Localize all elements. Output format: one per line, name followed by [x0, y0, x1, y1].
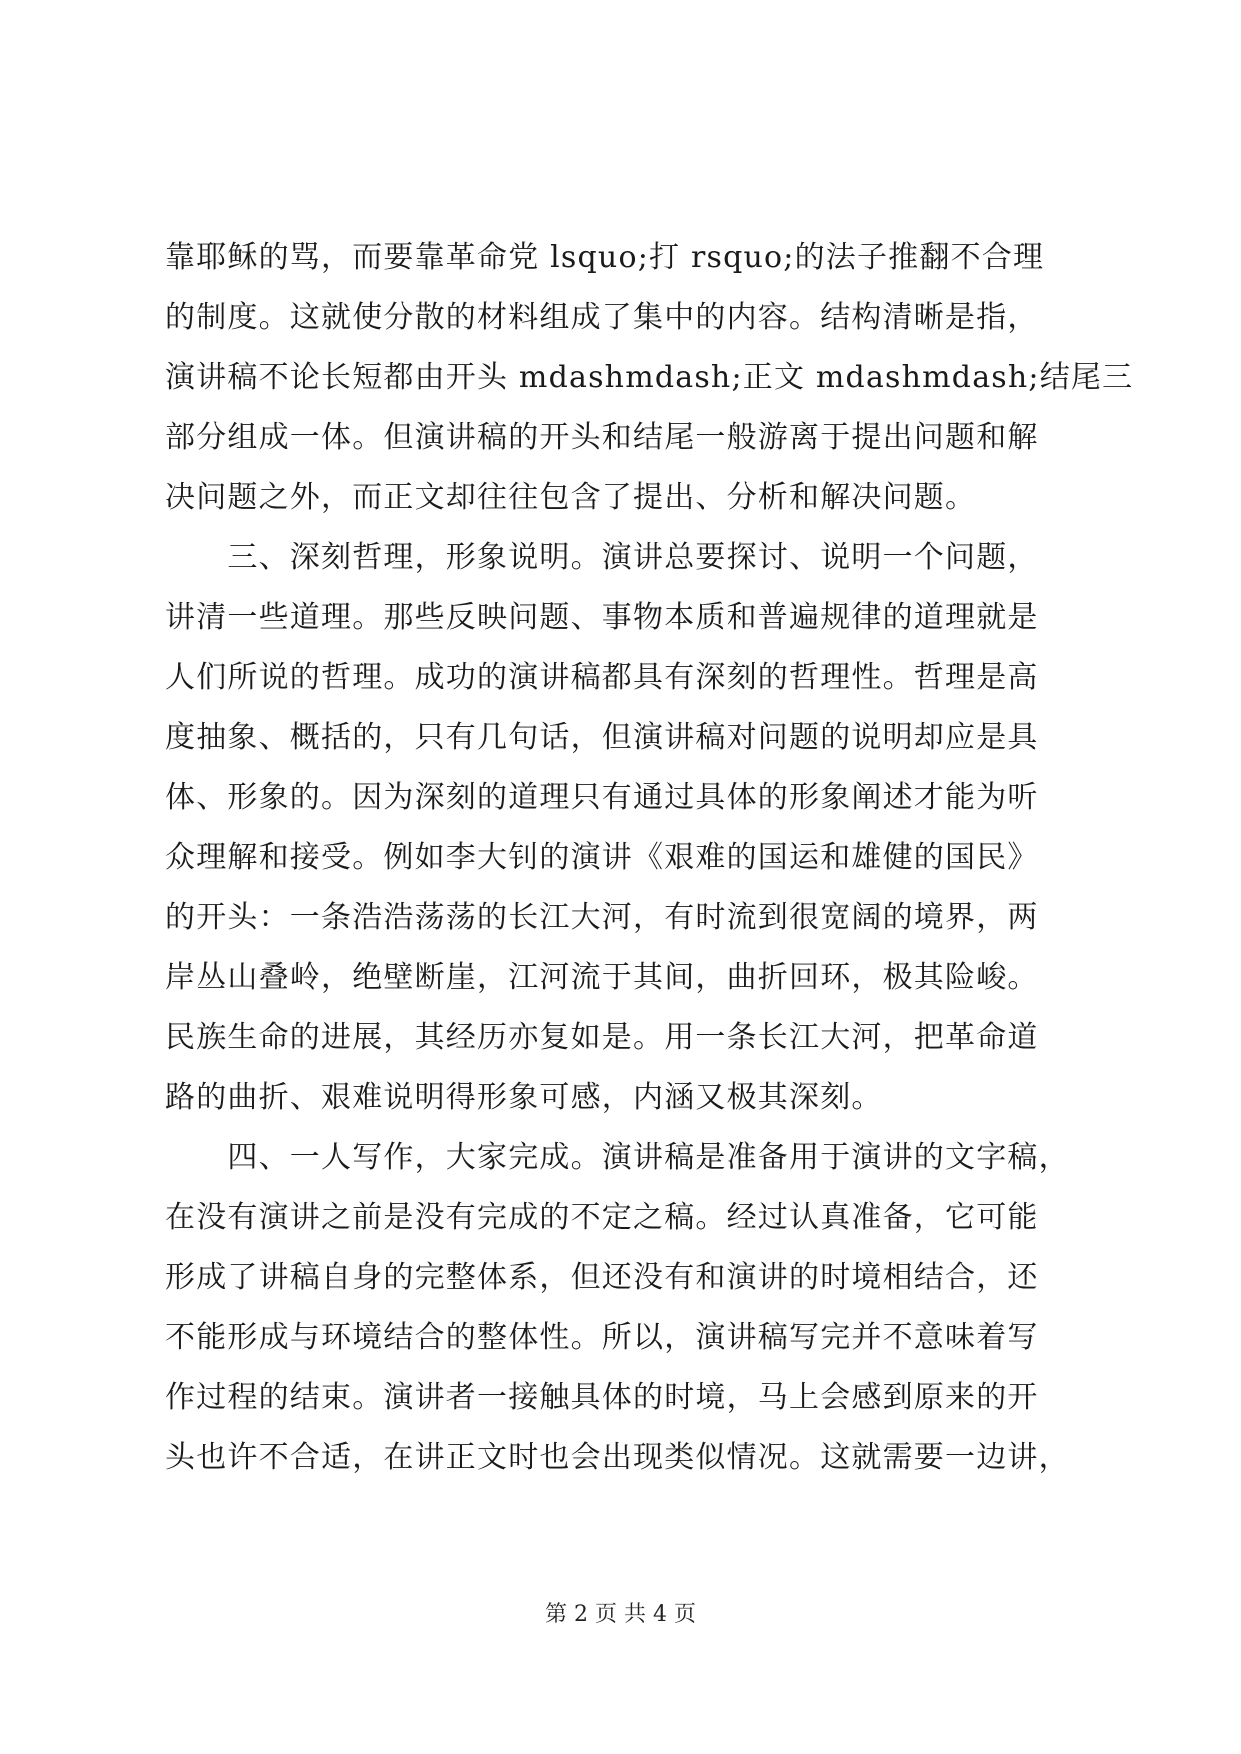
text-line: 路的曲折、艰难说明得形象可感，内涵又极其深刻。	[165, 1080, 883, 1115]
text-line: 四、一人写作，大家完成。演讲稿是准备用于演讲的文字稿，	[165, 1140, 1070, 1175]
text-line: 的制度。这就使分散的材料组成了集中的内容。结构清晰是指，	[165, 300, 1039, 335]
text-line: 在没有演讲之前是没有完成的不定之稿。经过认真准备，它可能	[165, 1200, 1039, 1235]
text-line: 头也许不合适，在讲正文时也会出现类似情况。这就需要一边讲，	[165, 1440, 1070, 1475]
text-line: 决问题之外，而正文却往往包含了提出、分析和解决问题。	[165, 480, 977, 515]
body-text	[165, 228, 1134, 1488]
text-line: 部分组成一体。但演讲稿的开头和结尾一般游离于提出问题和解	[165, 420, 1039, 455]
page-footer: 第 2 页 共 4 页	[545, 1602, 696, 1627]
text-line: 作过程的结束。演讲者一接触具体的时境，马上会感到原来的开	[165, 1380, 1039, 1415]
text-line: 民族生命的进展，其经历亦复如是。用一条长江大河，把革命道	[165, 1020, 1039, 1055]
text-line: 讲清一些道理。那些反映问题、事物本质和普遍规律的道理就是	[165, 600, 1039, 635]
text-line: 不能形成与环境结合的整体性。所以，演讲稿写完并不意味着写	[165, 1320, 1039, 1355]
text-line: 形成了讲稿自身的完整体系，但还没有和演讲的时境相结合，还	[165, 1260, 1039, 1295]
text-line: 演讲稿不论长短都由开头 mdashmdash;正文 mdashmdash;结尾三	[165, 360, 1134, 395]
text-line: 岸丛山叠岭，绝壁断崖，江河流于其间，曲折回环，极其险峻。	[165, 960, 1039, 995]
text-line: 度抽象、概括的，只有几句话，但演讲稿对问题的说明却应是具	[165, 720, 1039, 755]
text-line: 人们所说的哲理。成功的演讲稿都具有深刻的哲理性。哲理是高	[165, 660, 1039, 695]
text-line: 的开头：一条浩浩荡荡的长江大河，有时流到很宽阔的境界，两	[165, 900, 1039, 935]
text-line: 靠耶稣的骂，而要靠革命党 lsquo;打 rsquo;的法子推翻不合理	[165, 240, 1045, 275]
text-line: 体、形象的。因为深刻的道理只有通过具体的形象阐述才能为听	[165, 780, 1039, 815]
text-line: 众理解和接受。例如李大钊的演讲《艰难的国运和雄健的国民》	[165, 840, 1039, 875]
text-line: 三、深刻哲理，形象说明。演讲总要探讨、说明一个问题，	[165, 540, 1039, 575]
